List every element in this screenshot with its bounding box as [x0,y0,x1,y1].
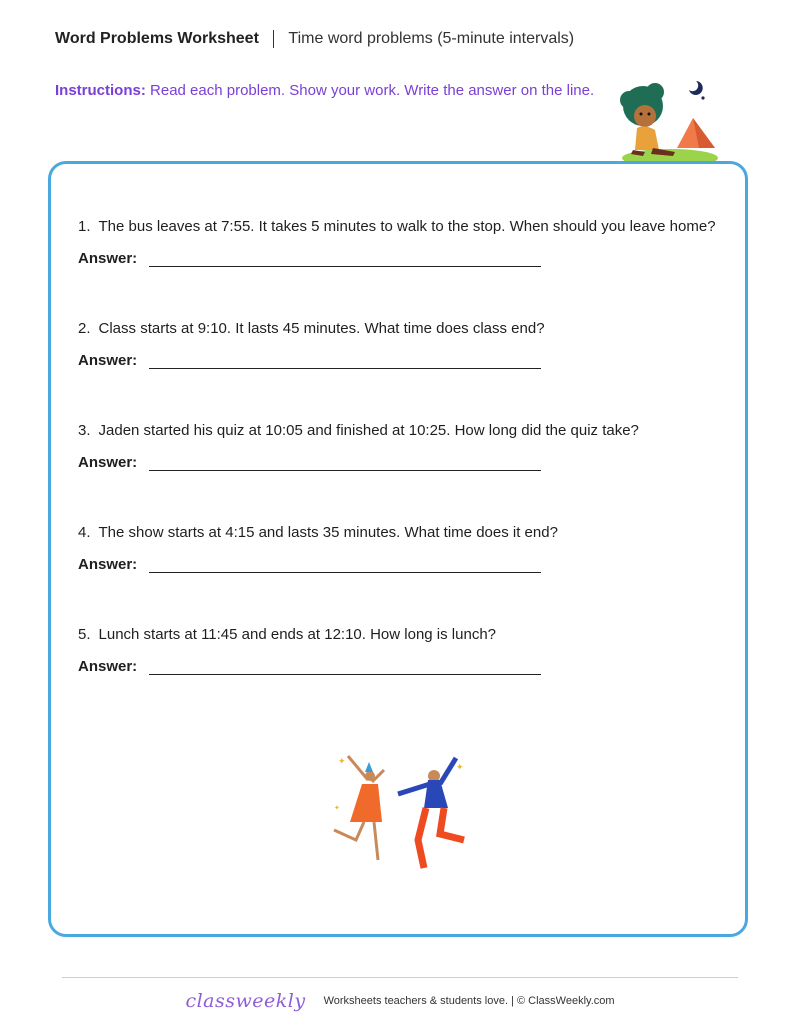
header-divider [273,30,275,48]
answer-row-5 [78,657,541,675]
problem-1 [78,218,716,235]
problem-number: 3. [78,422,91,439]
answer-label: Answer: [78,454,138,471]
answer-label: Answer: [78,352,138,369]
worksheet-subtitle: Time word problems (5-minute intervals) [288,30,575,47]
answer-line-1[interactable] [149,249,541,267]
dancing-couple-illustration [328,750,473,880]
problem-number: 4. [78,524,91,541]
problem-text: The bus leaves at 7:55. It takes 5 minutes to walk to the stop. When should you leave home? [98,218,716,235]
answer-row-1 [78,249,541,267]
answer-line-5[interactable] [149,657,541,675]
instructions-text: Read each problem. Show your work. Write the answer on the line. [150,82,595,99]
problem-text: Jaden started his quiz at 10:05 and finished at 10:25. How long did the quiz take? [98,422,639,439]
problem-number: 5. [78,626,91,643]
problem-4 [78,524,558,541]
answer-row-2 [78,351,541,369]
problem-text: Lunch starts at 11:45 and ends at 12:10. How long is lunch? [98,626,497,643]
brand-logo: classweekly [185,990,306,1012]
problem-text: Class starts at 9:10. It lasts 45 minutes. What time does class end? [98,320,545,337]
worksheet-title: Word Problems Worksheet [55,30,259,47]
instructions [55,82,594,99]
svg-text:✦: ✦ [456,762,464,772]
page-footer [0,990,800,1012]
answer-row-4 [78,555,541,573]
answer-line-2[interactable] [149,351,541,369]
answer-label: Answer: [78,250,138,267]
footer-divider [62,977,738,978]
problem-2 [78,320,545,337]
worksheet-header [55,30,574,48]
svg-text:✦: ✦ [334,805,340,812]
answer-row-3 [78,453,541,471]
footer-tagline: Worksheets teachers & students love. | © ClassWeekly.com [323,995,615,1007]
answer-line-4[interactable] [149,555,541,573]
problem-text: The show starts at 4:15 and lasts 35 minutes. What time does it end? [98,524,558,541]
problem-number: 1. [78,218,91,235]
child-camping-illustration [615,78,725,173]
answer-label: Answer: [78,556,138,573]
instructions-label: Instructions: [55,82,146,99]
svg-text:✦: ✦ [338,756,346,766]
problem-3 [78,422,639,439]
answer-label: Answer: [78,658,138,675]
problem-5 [78,626,496,643]
problem-number: 2. [78,320,91,337]
answer-line-3[interactable] [149,453,541,471]
